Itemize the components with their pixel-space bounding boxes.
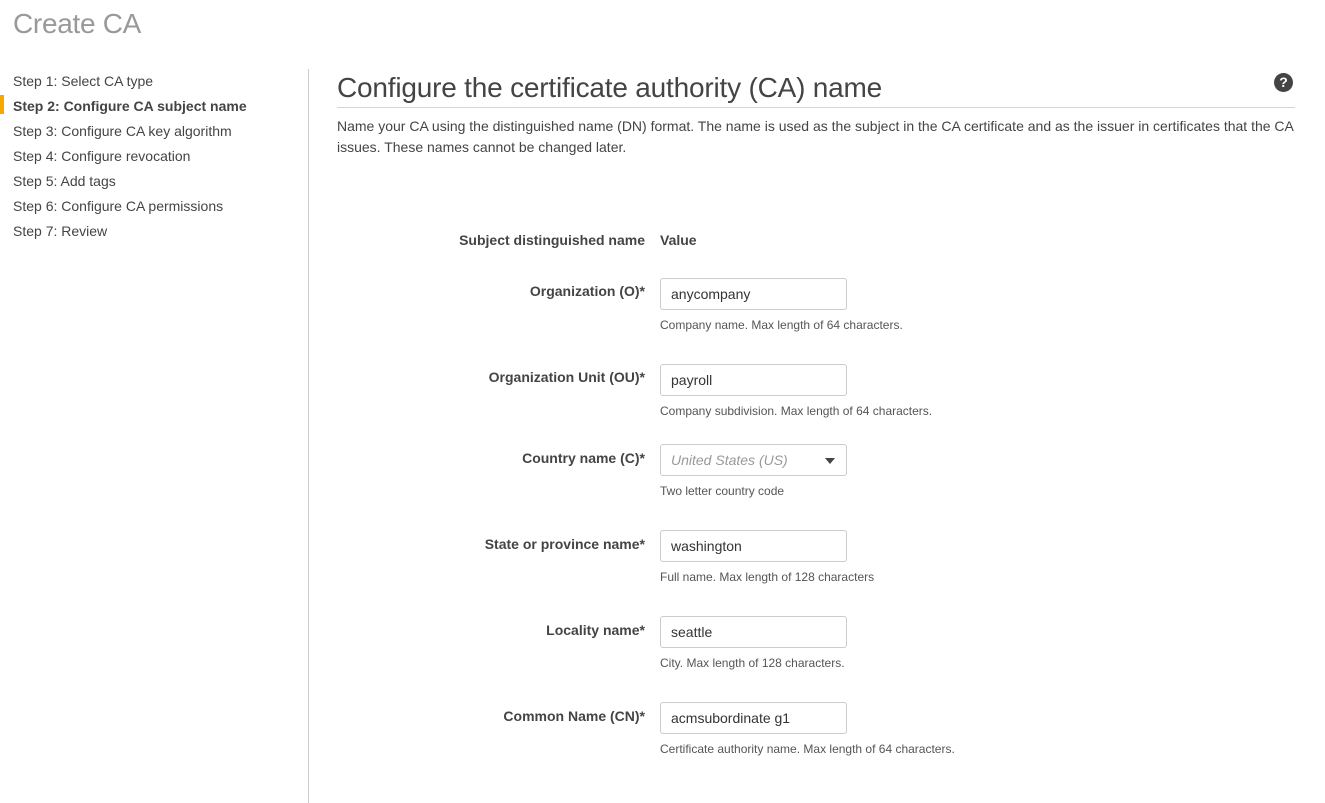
common-name-label: Common Name (CN)* <box>503 708 645 724</box>
column-header-subject-dn: Subject distinguished name <box>459 232 645 248</box>
state-hint: Full name. Max length of 128 characters <box>660 570 875 584</box>
chevron-down-icon <box>825 458 835 464</box>
section-title: Configure the certificate authority (CA) name <box>337 72 883 103</box>
page-title: Create CA <box>13 8 142 39</box>
common-name-input[interactable] <box>660 702 847 734</box>
locality-hint: City. Max length of 128 characters. <box>660 656 845 670</box>
common-name-hint: Certificate authority name. Max length of 64 characters. <box>660 742 955 756</box>
country-label: Country name (C)* <box>522 450 645 466</box>
question-circle-icon[interactable]: ? <box>1274 73 1293 92</box>
main-panel <box>337 70 1295 158</box>
section-description: Name your CA using the distinguished name (DN) format. The name is used as the subject in the CA certificate and as the issuer in certificates that the CA issues. These names cannot be changed later. <box>337 118 1294 155</box>
step-2-configure-ca-subject-name[interactable]: Step 2: Configure CA subject name <box>0 95 300 120</box>
vertical-divider <box>308 69 309 803</box>
step-5-add-tags[interactable]: Step 5: Add tags <box>13 173 116 189</box>
step-1-select-ca-type[interactable]: Step 1: Select CA type <box>13 73 154 89</box>
column-header-value: Value <box>660 232 697 248</box>
organization-unit-input[interactable] <box>660 364 847 396</box>
step-3-configure-ca-key-algorithm[interactable]: Step 3: Configure CA key algorithm <box>13 123 232 139</box>
step-6-configure-ca-permissions[interactable]: Step 6: Configure CA permissions <box>13 198 224 214</box>
step-4-configure-revocation[interactable]: Step 4: Configure revocation <box>13 148 191 164</box>
country-select-placeholder: United States (US) <box>671 452 788 468</box>
state-label: State or province name* <box>484 536 645 552</box>
country-hint: Two letter country code <box>660 484 785 498</box>
organization-unit-hint: Company subdivision. Max length of 64 characters. <box>660 404 933 418</box>
organization-hint: Company name. Max length of 64 characters. <box>660 318 903 332</box>
locality-label: Locality name* <box>546 622 645 638</box>
locality-input[interactable] <box>660 616 847 648</box>
country-select[interactable] <box>660 444 847 476</box>
wizard-steps-nav <box>0 70 300 245</box>
state-input[interactable] <box>660 530 847 562</box>
organization-unit-label: Organization Unit (OU)* <box>488 369 645 385</box>
section-header <box>337 70 1295 108</box>
step-7-review[interactable]: Step 7: Review <box>13 223 108 239</box>
organization-label: Organization (O)* <box>529 283 645 299</box>
organization-input[interactable] <box>660 278 847 310</box>
